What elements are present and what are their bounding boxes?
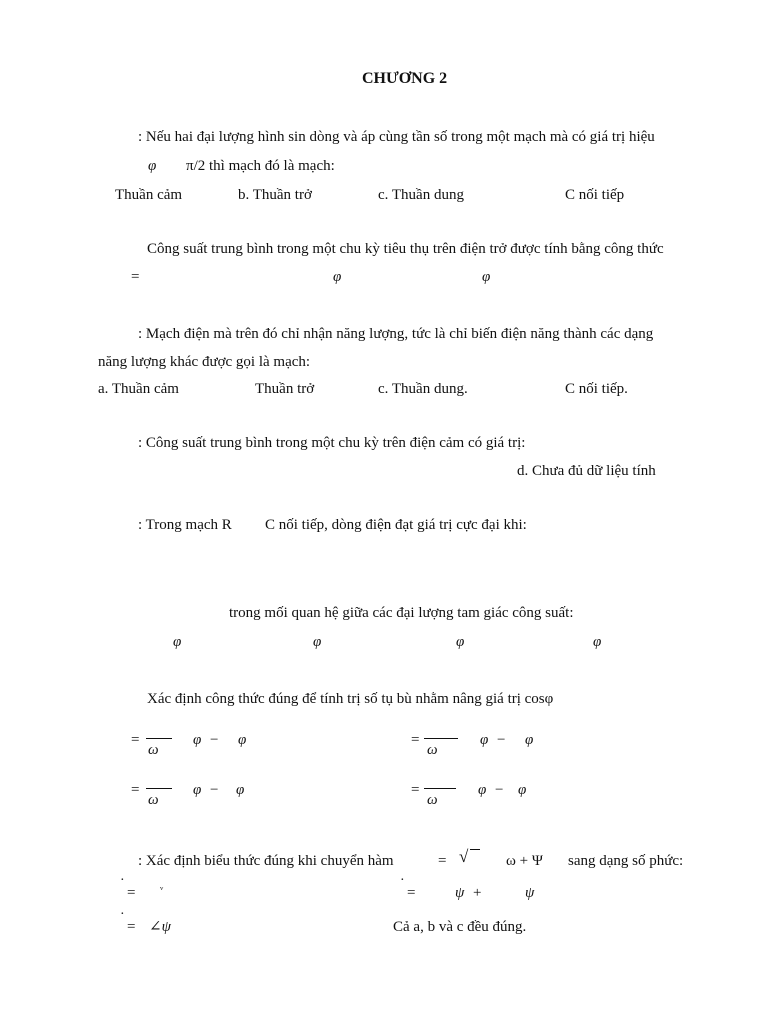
q7-b-fraction-bar [424,738,458,739]
q7-d-omega: ω [427,792,438,808]
q7-a-omega: ω [148,742,159,758]
q4-text-line1: : Công suất trung bình trong một chu kỳ trên điện cảm có giá trị: [138,435,526,451]
q7-c-phi-2: φ [236,782,245,798]
q8-b-equals: = [407,885,416,901]
q7-d-equals: = [411,782,420,798]
q8-b-plus: + [473,885,482,901]
q1-option-b: b. Thuần trở [238,187,312,203]
q2-text-line1: Công suất trung bình trong một chu kỳ tiêu thụ trên điện trở được tính bằng công thức [147,241,664,257]
q8-a-dot: · [120,873,125,888]
q1-text-line2: π/2 thì mạch đó là mạch: [186,158,335,174]
q8-equals: = [438,853,447,869]
q1-option-d: C nối tiếp [565,187,625,203]
q5-text-a: : Trong mạch R [138,517,232,533]
q2-phi-1: φ [333,269,342,285]
q1-option-a: Thuần cảm [115,187,183,203]
q8-omega-plus-psi: ω + Ψ [506,853,543,869]
q7-a-fraction-bar [146,738,172,739]
q7-c-equals: = [131,782,140,798]
q7-a-minus: − [210,732,219,748]
q8-sqrt-symbol: √ [459,847,469,866]
q7-c-omega: ω [148,792,159,808]
q8-c-dot: · [120,907,125,922]
q7-b-phi-1: φ [480,732,489,748]
q7-a-equals: = [131,732,140,748]
q8-text-b: sang dạng số phức: [568,853,684,869]
q7-d-fraction [424,779,456,809]
q8-c-equals: = [127,919,136,935]
q2-phi-2: φ [482,269,491,285]
q6-text-line1: trong mối quan hệ giữa các đại lượng tam giác công suất: [229,605,574,621]
q1-option-c: c. Thuần dung [378,187,464,203]
q7-c-fraction [146,779,172,809]
q6-phi-1: φ [173,634,182,650]
q8-sqrt-bar [470,849,480,850]
q2-equals: = [131,269,140,285]
q7-text-line1: Xác định công thức đúng để tính trị số tụ bù nhằm nâng giá trị cosφ [147,691,554,707]
q5-text-b: C nối tiếp, dòng điện đạt giá trị cực đại khi: [265,517,527,533]
q7-c-phi-1: φ [193,782,202,798]
q7-a-fraction [146,729,172,759]
q7-a-phi-2: φ [238,732,247,748]
q7-d-phi-1: φ [478,782,487,798]
q3-option-a: a. Thuần cảm [98,381,179,397]
q7-d-phi-2: φ [518,782,527,798]
q7-b-fraction [424,729,458,759]
q8-a-hat: ᵛ [160,884,164,896]
q1-text-line1: : Nếu hai đại lượng hình sin dòng và áp cùng tần số trong một mạch mà có giá trị hiệu [138,129,655,145]
q7-c-minus: − [210,782,219,798]
q8-option-d: Cả a, b và c đều đúng. [393,919,527,935]
q8-b-psi-1: ψ [455,885,465,901]
q7-d-minus: − [495,782,504,798]
q8-a-equals: = [127,885,136,901]
q3-option-c: c. Thuần dung. [378,381,468,397]
q7-b-phi-2: φ [525,732,534,748]
q8-c-angle-psi: ∠ψ [149,919,171,935]
q7-c-fraction-bar [146,788,172,789]
q8-text-a: : Xác định biểu thức đúng khi chuyển hàm [138,853,394,869]
q3-option-d: C nối tiếp. [565,381,628,397]
q7-b-equals: = [411,732,420,748]
q6-phi-4: φ [593,634,602,650]
q8-b-psi-2: ψ [525,885,535,901]
chapter-title: CHƯƠNG 2 [362,70,448,87]
q4-option-d: d. Chưa đủ dữ liệu tính [517,463,656,479]
q7-d-fraction-bar [424,788,456,789]
q7-b-omega: ω [427,742,438,758]
q6-phi-2: φ [313,634,322,650]
q3-option-b: Thuần trở [255,381,315,397]
q6-phi-3: φ [456,634,465,650]
q7-b-minus: − [497,732,506,748]
q3-text-line1: : Mạch điện mà trên đó chỉ nhận năng lượng, tức là chỉ biến điện năng thành các dạng [138,326,654,342]
q7-a-phi-1: φ [193,732,202,748]
q1-phi-symbol: φ [148,158,157,174]
q3-text-line2: năng lượng khác được gọi là mạch: [98,354,311,370]
q8-b-dot: · [400,873,405,888]
